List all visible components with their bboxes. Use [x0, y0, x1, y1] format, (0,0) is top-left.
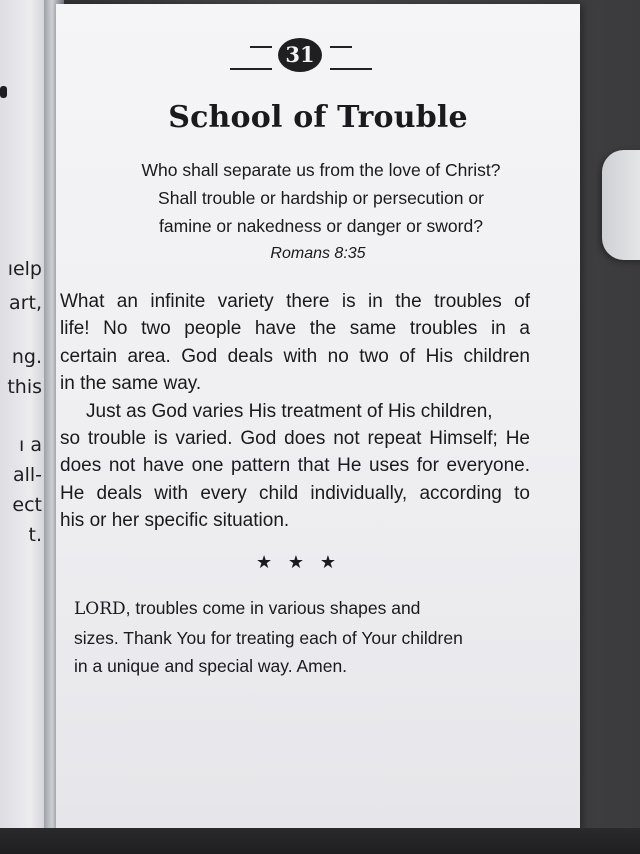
- body-line: Just as God varies His treatment of His children,: [86, 400, 493, 422]
- header-rule: [330, 68, 372, 70]
- prayer-line: in a unique and special way. Amen.: [74, 656, 348, 677]
- closing-prayer: [74, 594, 524, 681]
- prayer-line: sizes. Thank You for treating each of Your children: [74, 627, 463, 648]
- facing-page-fragment: ng.: [11, 346, 42, 368]
- header-rule: [230, 68, 272, 70]
- body-line: certain area. God deals with no two of His children: [60, 345, 530, 367]
- page-mark: [0, 86, 7, 98]
- body-line: so trouble is varied. God does not repeat Himself; He: [60, 428, 530, 450]
- epigraph-verse: [86, 156, 556, 240]
- table-edge: [0, 828, 640, 854]
- verse-line: Who shall separate us from the love of Christ?: [141, 160, 501, 180]
- device-edge: [602, 150, 640, 260]
- body-text: [60, 288, 530, 535]
- star-icon: ★: [287, 552, 305, 573]
- body-line: What an infinite variety there is in the troubles of: [60, 291, 530, 312]
- facing-page-fragment: ect: [12, 494, 42, 516]
- star-icon: ★: [256, 552, 273, 573]
- prayer-lord: LORD: [74, 599, 126, 619]
- chapter-number-badge: 31: [278, 38, 322, 72]
- page-title: School of Trouble: [168, 100, 468, 135]
- body-line: life! No two people have the same troubles in a: [60, 318, 530, 340]
- facing-page-fragment: ıelp: [7, 258, 42, 280]
- facing-page-fragment: t.: [28, 524, 42, 546]
- section-separator: [256, 552, 336, 573]
- header-rule: [250, 46, 272, 48]
- body-line: his or her specific situation.: [60, 510, 290, 532]
- body-line: in the same way.: [60, 373, 202, 395]
- book-page: [56, 4, 580, 832]
- star-icon: ★: [319, 552, 336, 573]
- verse-line: famine or nakedness or danger or sword?: [159, 216, 483, 236]
- facing-page-fragment: all-: [12, 464, 42, 486]
- facing-page-fragment: this: [7, 376, 42, 398]
- verse-reference: Romans 8:35: [270, 245, 366, 262]
- facing-page-fragment: ı a: [19, 434, 42, 456]
- facing-page: [0, 0, 48, 828]
- body-line: He deals with every child individually, according to: [60, 482, 530, 504]
- prayer-line-rest: , troubles come in various shapes and: [125, 598, 421, 618]
- body-line: does not have one pattern that He uses for everyone.: [60, 455, 530, 477]
- verse-line: Shall trouble or hardship or persecution or: [158, 188, 484, 208]
- facing-page-fragment: art,: [9, 292, 42, 314]
- chapter-header: [56, 38, 580, 78]
- prayer-line: [74, 594, 524, 624]
- header-rule: [330, 46, 352, 48]
